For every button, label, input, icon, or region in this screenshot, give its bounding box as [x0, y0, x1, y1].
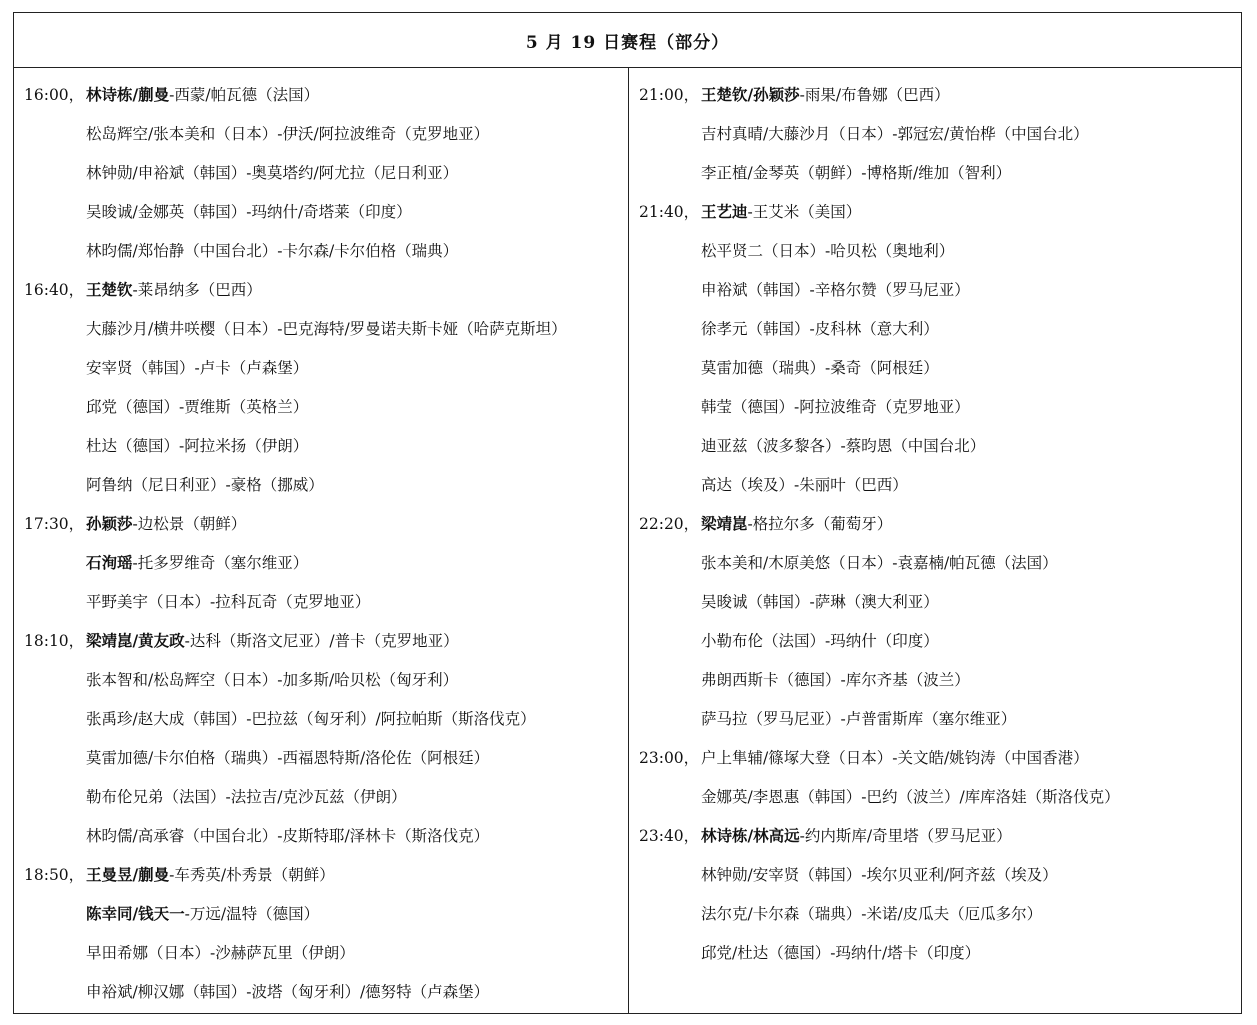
match-text: 高达（埃及）-朱丽叶（巴西）	[701, 476, 908, 494]
match-text: 韩莹（德国）-阿拉波维奇（克罗地亚）	[701, 398, 970, 416]
match-time: 23:00，	[639, 749, 700, 767]
match-text: -格拉尔多（葡萄牙）	[747, 515, 893, 533]
schedule-line	[24, 972, 628, 1011]
match-text: 弗朗西斯卡（德国）-库尔齐基（波兰）	[701, 671, 970, 689]
schedule-line	[24, 192, 628, 231]
schedule-line	[639, 855, 1241, 894]
match-text: 邱党/杜达（德国）-玛纳什/塔卡（印度）	[701, 944, 981, 962]
title-row	[14, 13, 1241, 68]
match-time: 22:20，	[639, 515, 700, 533]
match-text: 林昀儒/郑怡静（中国台北）-卡尔森/卡尔伯格（瑞典）	[86, 242, 459, 260]
match-text: 林钟勋/安宰贤（韩国）-埃尔贝亚利/阿齐兹（埃及）	[701, 866, 1058, 884]
schedule-line	[639, 231, 1241, 270]
schedule-line	[24, 855, 628, 894]
match-text: 申裕斌（韩国）-辛格尔赞（罗马尼亚）	[701, 281, 970, 299]
chinese-players: 梁靖崑/黄友政	[86, 631, 185, 650]
schedule-line	[639, 387, 1241, 426]
match-time: 18:10，	[24, 632, 85, 650]
match-text: 张本智和/松岛辉空（日本）-加多斯/哈贝松（匈牙利）	[86, 671, 459, 689]
schedule-line	[639, 348, 1241, 387]
page-title: 5 月 19 日赛程（部分）	[525, 32, 730, 53]
schedule-line	[24, 543, 628, 582]
match-text: 松岛辉空/张本美和（日本）-伊沃/阿拉波维奇（克罗地亚）	[86, 125, 490, 143]
match-text: 邱党（德国）-贾维斯（英格兰）	[86, 398, 309, 416]
match-text: 早田希娜（日本）-沙赫萨瓦里（伊朗）	[86, 944, 355, 962]
match-text: -雨果/布鲁娜（巴西）	[799, 86, 950, 104]
match-text: 林钟勋/申裕斌（韩国）-奥莫塔约/阿尤拉（尼日利亚）	[86, 164, 459, 182]
match-time: 18:50，	[24, 866, 85, 884]
chinese-players: 梁靖崑	[701, 514, 748, 533]
schedule-line	[24, 465, 628, 504]
chinese-players: 孙颖莎	[86, 514, 133, 533]
schedule-line	[639, 426, 1241, 465]
match-text: 松平贤二（日本）-哈贝松（奥地利）	[701, 242, 955, 260]
schedule-line	[24, 387, 628, 426]
chinese-players: 王艺迪	[701, 202, 748, 221]
match-text: 张禹珍/赵大成（韩国）-巴拉兹（匈牙利）/阿拉帕斯（斯洛伐克）	[86, 710, 536, 728]
match-text: 李正植/金琴英（朝鲜）-博格斯/维加（智利）	[701, 164, 1012, 182]
schedule-line	[24, 582, 628, 621]
schedule-line	[639, 114, 1241, 153]
chinese-players: 陈幸同/钱天一	[86, 904, 185, 923]
match-text: 阿鲁纳（尼日利亚）-豪格（挪威）	[86, 476, 324, 494]
schedule-table	[13, 12, 1242, 1014]
match-text: 张本美和/木原美悠（日本）-袁嘉楠/帕瓦德（法国）	[701, 554, 1058, 572]
schedule-line	[639, 504, 1241, 543]
match-time: 17:30，	[24, 515, 85, 533]
schedule-line	[639, 465, 1241, 504]
match-text: 吉村真晴/大藤沙月（日本）-郭冠宏/黄怡桦（中国台北）	[701, 125, 1089, 143]
chinese-players: 林诗栋/林高远	[701, 826, 800, 845]
match-time: 16:40，	[24, 281, 85, 299]
schedule-line	[24, 738, 628, 777]
match-time: 23:40，	[639, 827, 700, 845]
schedule-line	[24, 231, 628, 270]
schedule-line	[639, 660, 1241, 699]
match-text: 林昀儒/高承睿（中国台北）-皮斯特耶/泽林卡（斯洛伐克）	[86, 827, 490, 845]
match-text: 金娜英/李恩惠（韩国）-巴约（波兰）/库库洛娃（斯洛伐克）	[701, 788, 1120, 806]
match-text: 平野美宇（日本）-拉科瓦奇（克罗地亚）	[86, 593, 371, 611]
schedule-line	[639, 738, 1241, 777]
match-text: 杜达（德国）-阿拉米扬（伊朗）	[86, 437, 309, 455]
schedule-line	[639, 894, 1241, 933]
match-text: 莫雷加德（瑞典）-桑奇（阿根廷）	[701, 359, 939, 377]
match-text: -西蒙/帕瓦德（法国）	[169, 86, 320, 104]
schedule-line	[24, 426, 628, 465]
schedule-line	[24, 816, 628, 855]
schedule-line	[24, 894, 628, 933]
schedule-line	[639, 933, 1241, 972]
match-text: -约内斯库/奇里塔（罗马尼亚）	[799, 827, 1012, 845]
schedule-line	[639, 816, 1241, 855]
schedule-line	[639, 270, 1241, 309]
match-text: 大藤沙月/横井咲樱（日本）-巴克海特/罗曼诺夫斯卡娅（哈萨克斯坦）	[86, 320, 567, 338]
match-time: 16:00，	[24, 86, 85, 104]
chinese-players: 王曼昱/蒯曼	[86, 865, 170, 884]
schedule-line	[639, 582, 1241, 621]
match-text: -王艾米（美国）	[747, 203, 862, 221]
match-text: 莫雷加德/卡尔伯格（瑞典）-西福恩特斯/洛伦佐（阿根廷）	[86, 749, 490, 767]
schedule-line	[24, 777, 628, 816]
schedule-line	[24, 660, 628, 699]
schedule-line	[24, 699, 628, 738]
left-column	[14, 67, 629, 1013]
match-text: 申裕斌/柳汉娜（韩国）-波塔（匈牙利）/德努特（卢森堡）	[86, 983, 490, 1001]
schedule-line	[24, 348, 628, 387]
schedule-line	[24, 270, 628, 309]
schedule-line	[639, 75, 1241, 114]
match-text: -达科（斯洛文尼亚）/普卡（克罗地亚）	[184, 632, 459, 650]
chinese-players: 王楚钦	[86, 280, 133, 299]
match-text: 萨马拉（罗马尼亚）-卢普雷斯库（塞尔维亚）	[701, 710, 1017, 728]
schedule-line	[24, 621, 628, 660]
match-text: -车秀英/朴秀景（朝鲜）	[169, 866, 335, 884]
match-text: 徐孝元（韩国）-皮科林（意大利）	[701, 320, 939, 338]
match-text: 小勒布伦（法国）-玛纳什（印度）	[701, 632, 939, 650]
match-text: -万远/温特（德国）	[184, 905, 320, 923]
match-text: -莱昂纳多（巴西）	[132, 281, 262, 299]
schedule-line	[639, 777, 1241, 816]
match-text: 吴晙诚/金娜英（韩国）-玛纳什/奇塔莱（印度）	[86, 203, 412, 221]
match-text: -边松景（朝鲜）	[132, 515, 247, 533]
schedule-line	[24, 153, 628, 192]
schedule-line	[24, 309, 628, 348]
match-text: 勒布伦兄弟（法国）-法拉吉/克沙瓦兹（伊朗）	[86, 788, 407, 806]
chinese-players: 林诗栋/蒯曼	[86, 85, 170, 104]
match-text: 法尔克/卡尔森（瑞典）-米诺/皮瓜夫（厄瓜多尔）	[701, 905, 1043, 923]
schedule-line	[639, 153, 1241, 192]
chinese-players: 王楚钦/孙颖莎	[701, 85, 800, 104]
match-text: 迪亚兹（波多黎各）-蔡昀恩（中国台北）	[701, 437, 986, 455]
match-text: -托多罗维奇（塞尔维亚）	[132, 554, 309, 572]
match-time: 21:40，	[639, 203, 700, 221]
schedule-line	[639, 309, 1241, 348]
schedule-line	[24, 504, 628, 543]
match-text: 吴晙诚（韩国）-萨琳（澳大利亚）	[701, 593, 939, 611]
right-column	[629, 67, 1241, 1013]
schedule-line	[639, 543, 1241, 582]
chinese-players: 石洵瑶	[86, 553, 133, 572]
match-text: 安宰贤（韩国）-卢卡（卢森堡）	[86, 359, 309, 377]
schedule-line	[639, 699, 1241, 738]
schedule-line	[639, 192, 1241, 231]
schedule-columns	[14, 67, 1241, 1013]
match-text: 户上隼辅/篠塚大登（日本）-关文皓/姚钧涛（中国香港）	[701, 749, 1089, 767]
schedule-line	[24, 933, 628, 972]
match-time: 21:00，	[639, 86, 700, 104]
schedule-line	[639, 621, 1241, 660]
schedule-line	[24, 75, 628, 114]
schedule-line	[24, 114, 628, 153]
